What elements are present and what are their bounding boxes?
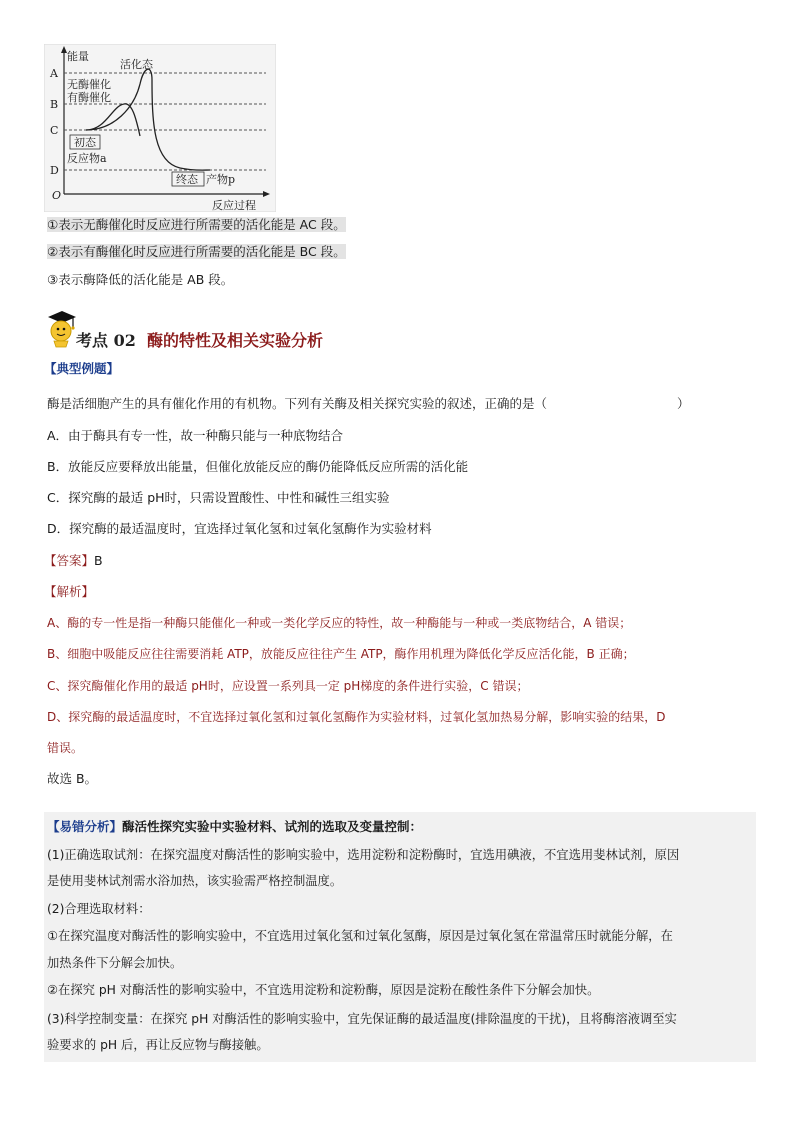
reactant-label: 反应物a [67,152,107,165]
error-line-4: ①在探究温度对酶活性的影响实验中，不宜选用过氧化氢和过氧化氢酶，原因是过氧化氢在常温常压时就能分解，在 [47,929,673,943]
section-label: 考点 02 [76,331,136,350]
section-title [76,328,323,351]
example-label: 【典型例题】 [44,361,120,376]
answer-label: 【答案】 [44,553,95,568]
option-a: A．由于酶具有专一性，故一种酶只能与一种底物结合 [47,428,344,443]
option-b: B．放能反应要释放出能量，但催化放能反应的酶仍能降低反应所需的活化能 [47,459,469,474]
error-analysis-title: 酶活性探究实验中实验材料、试剂的选取及变量控制： [122,819,423,834]
analysis-line-a: A、酶的专一性是指一种酶只能催化一种或一类化学反应的特性，故一种酶能与一种或一类底物结合，A 错误； [47,616,632,630]
option-d: D．探究酶的最适温度时，宜选择过氧化氢和过氧化氢酶作为实验材料 [47,521,432,536]
error-line-7: (3)科学控制变量：在探究 pH 对酶活性的影响实验中，宜先保证酶的最适温度(排除温度的干扰)，且将酶溶液调至实 [47,1012,677,1026]
error-line-8: 验要求的 pH 后，再让反应物与酶接触。 [47,1038,269,1052]
level-A-label: A [50,67,58,80]
answer [44,552,103,570]
note-1: ①表示无酶催化时反应进行所需要的活化能是 AC 段。 [47,217,346,232]
activated-state-label: 活化态 [120,58,153,71]
section-name: 酶的特性及相关实验分析 [146,331,323,350]
note-2: ②表示有酶催化时反应进行所需要的活化能是 BC 段。 [47,244,346,259]
error-analysis-label: 【易错分析】 [47,819,123,834]
y-axis-label: 能量 [67,50,89,63]
with-enzyme-label: 有酶催化 [67,91,111,104]
error-line-3: (2)合理选取材料： [47,902,151,916]
analysis-line-d-cont: 错误。 [47,741,84,755]
error-line-1: (1)正确选取试剂：在探究温度对酶活性的影响实验中，选用淀粉和淀粉酶时，宜选用碘液，不宜选用斐林试剂，原因 [47,848,680,862]
note-3: ③表示酶降低的活化能是 AB 段。 [47,272,234,287]
analysis-line-b: B、细胞中吸能反应往往需要消耗 ATP，放能反应往往产生 ATP，酶作用机理为降低化学反应活化能，B 正确； [47,647,635,661]
no-enzyme-label: 无酶催化 [67,78,111,91]
analysis-line-d: D、探究酶的最适温度时，不宜选择过氧化氢和过氧化氢酶作为实验材料，过氧化氢加热易分解，影响实验的结果，D [47,710,666,724]
answer-value: B [94,553,103,568]
x-axis-label: 反应过程 [212,199,256,212]
level-C-label: C [50,124,59,137]
error-line-2: 是使用斐林试剂需水浴加热，该实验需严格控制温度。 [47,874,343,888]
error-line-6: ②在探究 pH 对酶活性的影响实验中，不宜选用淀粉和淀粉酶，原因是淀粉在酸性条件下分解会加快。 [47,983,600,997]
level-B-label: B [50,98,59,111]
analysis-label: 【解析】 [44,584,95,599]
initial-state-label: 初态 [74,136,96,149]
product-label: 产物p [206,173,236,186]
analysis-conclusion: 故选 B。 [47,771,98,786]
origin-label: O [52,189,62,202]
level-D-label: D [50,164,59,177]
graduate-icon [44,308,78,348]
error-analysis-heading [47,818,422,836]
error-line-5: 加热条件下分解会加快。 [47,956,183,970]
analysis-line-c: C、探究酶催化作用的最适 pH时，应设置一系列具一定 pH梯度的条件进行实验，C 错误； [47,679,529,693]
final-state-label: 终态 [176,173,198,186]
option-c: C．探究酶的最适 pH时，只需设置酸性、中性和碱性三组实验 [47,490,390,505]
energy-diagram [44,44,276,212]
question-stem: 酶是活细胞产生的具有催化作用的有机物。下列有关酶及相关探究实验的叙述，正确的是（ ） [47,396,690,411]
